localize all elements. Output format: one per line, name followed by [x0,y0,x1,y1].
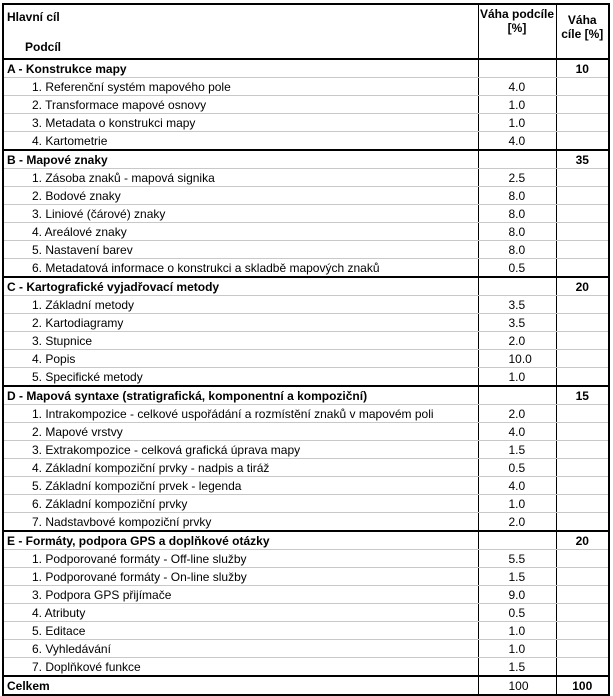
subgoal-goal-weight-empty [556,495,609,513]
subgoal-goal-weight-empty [556,423,609,441]
subgoal-goal-weight-empty [556,296,609,314]
section-subgoal-weight-empty [478,277,556,296]
subgoal-label: 4. Kartometrie [3,132,478,151]
subgoal-weight: 1.5 [478,568,556,586]
subgoal-label: 5. Editace [3,622,478,640]
subgoal-label: 3. Liniové (čárové) znaky [3,205,478,223]
subgoal-goal-weight-empty [556,658,609,677]
subgoal-row [3,114,609,132]
subgoal-row [3,241,609,259]
subgoal-weight: 2.0 [478,405,556,423]
subgoal-row [3,477,609,495]
subgoal-label: 4. Areálové znaky [3,223,478,241]
subgoal-weight: 3.5 [478,314,556,332]
subgoal-row [3,586,609,604]
subgoal-label: 1. Referenční systém mapového pole [3,78,478,96]
subgoal-label: 1. Podporované formáty - On-line služby [3,568,478,586]
subgoal-weight: 1.0 [478,622,556,640]
header-row-main [3,4,609,31]
subgoal-row [3,132,609,151]
subgoal-goal-weight-empty [556,622,609,640]
subgoal-row [3,640,609,658]
section-title: A - Konstrukce mapy [3,59,478,78]
subgoal-label: 5. Základní kompoziční prvek - legenda [3,477,478,495]
subgoal-goal-weight-empty [556,441,609,459]
section-row [3,277,609,296]
subgoal-weight: 8.0 [478,223,556,241]
header-main-goal: Hlavní cíl [3,4,478,31]
subgoal-row [3,550,609,568]
subgoal-goal-weight-empty [556,550,609,568]
subgoal-weight: 0.5 [478,459,556,477]
subgoal-row [3,658,609,677]
subgoal-goal-weight-empty [556,96,609,114]
subgoal-label: 1. Intrakompozice - celkové uspořádání a rozmístění znaků v mapovém poli [3,405,478,423]
header-goal-weight: Váha cíle [%] [556,4,609,59]
subgoal-goal-weight-empty [556,78,609,96]
subgoal-label: 4. Atributy [3,604,478,622]
subgoal-weight: 1.5 [478,658,556,677]
subgoal-row [3,368,609,387]
subgoal-goal-weight-empty [556,368,609,387]
subgoal-weight: 2.0 [478,513,556,532]
subgoal-label: 7. Nadstavbové kompoziční prvky [3,513,478,532]
section-goal-weight: 10 [556,59,609,78]
subgoal-label: 6. Základní kompoziční prvky [3,495,478,513]
subgoal-weight: 1.0 [478,368,556,387]
subgoal-label: 3. Stupnice [3,332,478,350]
subgoal-row [3,314,609,332]
subgoal-goal-weight-empty [556,205,609,223]
subgoal-label: 7. Doplňkové funkce [3,658,478,677]
subgoal-row [3,205,609,223]
subgoal-weight: 4.0 [478,423,556,441]
subgoal-weight: 0.5 [478,604,556,622]
subgoal-row [3,513,609,532]
subgoal-row [3,96,609,114]
weights-table [2,3,610,696]
subgoal-row [3,259,609,278]
subgoal-row [3,495,609,513]
subgoal-goal-weight-empty [556,187,609,205]
subgoal-weight: 2.5 [478,169,556,187]
total-label: Celkem [3,676,478,695]
subgoal-goal-weight-empty [556,640,609,658]
section-row [3,150,609,169]
subgoal-label: 2. Mapové vrstvy [3,423,478,441]
section-row [3,531,609,550]
subgoal-goal-weight-empty [556,350,609,368]
subgoal-goal-weight-empty [556,477,609,495]
subgoal-goal-weight-empty [556,459,609,477]
subgoal-row [3,604,609,622]
subgoal-label: 3. Metadata o konstrukci mapy [3,114,478,132]
subgoal-row [3,459,609,477]
total-goal-sum: 100 [556,676,609,695]
subgoal-row [3,296,609,314]
subgoal-label: 1. Základní metody [3,296,478,314]
subgoal-label: 6. Vyhledávání [3,640,478,658]
subgoal-row [3,441,609,459]
section-goal-weight: 20 [556,531,609,550]
subgoal-weight: 1.0 [478,96,556,114]
subgoal-label: 4. Základní kompoziční prvky - nadpis a tiráž [3,459,478,477]
subgoal-weight: 4.0 [478,477,556,495]
subgoal-label: 1. Zásoba znaků - mapová signika [3,169,478,187]
subgoal-weight: 0.5 [478,259,556,278]
section-goal-weight: 35 [556,150,609,169]
subgoal-goal-weight-empty [556,241,609,259]
subgoal-weight: 1.0 [478,114,556,132]
section-title: C - Kartografické vyjadřovací metody [3,277,478,296]
subgoal-goal-weight-empty [556,568,609,586]
subgoal-weight: 1.0 [478,495,556,513]
section-row [3,59,609,78]
subgoal-weight: 8.0 [478,187,556,205]
subgoal-goal-weight-empty [556,332,609,350]
section-subgoal-weight-empty [478,386,556,405]
subgoal-label: 3. Podpora GPS přijímače [3,586,478,604]
subgoal-row [3,223,609,241]
weights-table-body [3,4,609,695]
section-subgoal-weight-empty [478,531,556,550]
subgoal-row [3,622,609,640]
section-goal-weight: 20 [556,277,609,296]
subgoal-weight: 5.5 [478,550,556,568]
section-title: B - Mapové znaky [3,150,478,169]
subgoal-label: 5. Specifické metody [3,368,478,387]
section-subgoal-weight-empty [478,59,556,78]
subgoal-goal-weight-empty [556,586,609,604]
subgoal-row [3,169,609,187]
section-goal-weight: 15 [556,386,609,405]
subgoal-weight: 9.0 [478,586,556,604]
subgoal-row [3,187,609,205]
subgoal-weight: 10.0 [478,350,556,368]
header-subgoal-weight: Váha podcíle [%] [478,4,556,59]
total-row [3,676,609,695]
subgoal-weight: 4.0 [478,132,556,151]
subgoal-goal-weight-empty [556,604,609,622]
subgoal-weight: 3.5 [478,296,556,314]
subgoal-goal-weight-empty [556,114,609,132]
subgoal-row [3,423,609,441]
subgoal-row [3,568,609,586]
subgoal-row [3,78,609,96]
subgoal-label: 2. Kartodiagramy [3,314,478,332]
subgoal-goal-weight-empty [556,314,609,332]
subgoal-weight: 8.0 [478,205,556,223]
subgoal-weight: 8.0 [478,241,556,259]
subgoal-row [3,332,609,350]
section-row [3,386,609,405]
section-subgoal-weight-empty [478,150,556,169]
subgoal-label: 6. Metadatová informace o konstrukci a skladbě mapových znaků [3,259,478,278]
section-title: D - Mapová syntaxe (stratigrafická, komponentní a kompoziční) [3,386,478,405]
subgoal-row [3,405,609,423]
section-title: E - Formáty, podpora GPS a doplňkové otázky [3,531,478,550]
subgoal-goal-weight-empty [556,513,609,532]
subgoal-goal-weight-empty [556,169,609,187]
subgoal-label: 5. Nastavení barev [3,241,478,259]
header-subgoal: Podcíl [3,31,478,59]
subgoal-label: 4. Popis [3,350,478,368]
subgoal-label: 2. Bodové znaky [3,187,478,205]
subgoal-goal-weight-empty [556,223,609,241]
subgoal-row [3,350,609,368]
subgoal-label: 1. Podporované formáty - Off-line služby [3,550,478,568]
subgoal-weight: 1.5 [478,441,556,459]
subgoal-goal-weight-empty [556,132,609,151]
subgoal-weight: 2.0 [478,332,556,350]
subgoal-goal-weight-empty [556,259,609,278]
total-subgoal-sum: 100 [478,676,556,695]
subgoal-label: 2. Transformace mapové osnovy [3,96,478,114]
subgoal-goal-weight-empty [556,405,609,423]
subgoal-label: 3. Extrakompozice - celková grafická úprava mapy [3,441,478,459]
subgoal-weight: 1.0 [478,640,556,658]
subgoal-weight: 4.0 [478,78,556,96]
